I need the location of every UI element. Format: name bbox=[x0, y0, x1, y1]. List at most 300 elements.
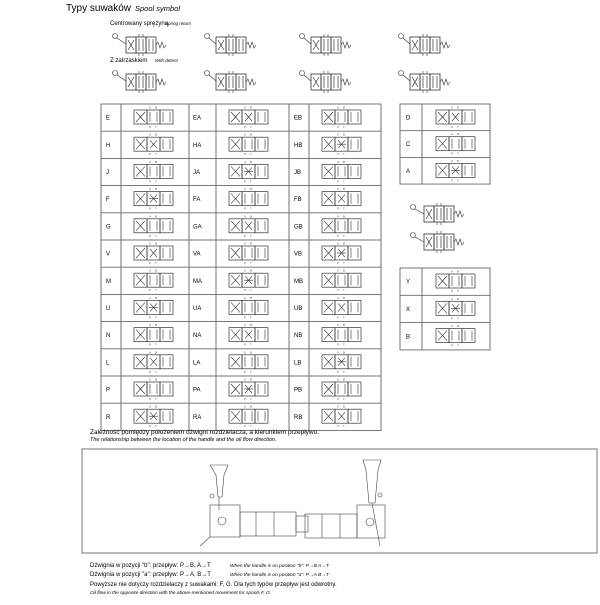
port-label: T bbox=[155, 233, 157, 238]
port-label: B bbox=[343, 350, 346, 355]
spool-code-X: X bbox=[406, 306, 411, 313]
spool-code-Y: Y bbox=[406, 279, 411, 286]
spring-label: Centrowany sprężyną bbox=[110, 21, 169, 27]
spool-symbol bbox=[229, 187, 268, 211]
spool-envelope bbox=[160, 300, 173, 314]
port-label: T bbox=[457, 316, 459, 321]
port-label: P bbox=[149, 342, 152, 347]
table-cell bbox=[189, 349, 289, 376]
port-label: A bbox=[337, 187, 340, 192]
spring-symbol-3 bbox=[300, 34, 352, 57]
port-label: T bbox=[457, 125, 459, 129]
port-label: A bbox=[244, 268, 247, 273]
cell-label-box bbox=[101, 213, 121, 240]
port-label: P bbox=[451, 125, 454, 129]
spool-code-EB: EB bbox=[294, 115, 303, 122]
port-label: T bbox=[155, 261, 157, 265]
port-label: B bbox=[343, 323, 346, 328]
table-cell bbox=[101, 349, 189, 376]
cell-label-box bbox=[400, 268, 422, 295]
spool-code-RB: RB bbox=[294, 414, 303, 421]
spool-symbol bbox=[134, 106, 173, 130]
port-label: P bbox=[337, 233, 340, 238]
port-label: A bbox=[337, 350, 340, 355]
port-label: B bbox=[343, 377, 346, 382]
cell-symbol-box bbox=[216, 158, 289, 185]
spool-symbol bbox=[134, 350, 173, 374]
port-label: A bbox=[337, 105, 340, 110]
port-label: B bbox=[155, 159, 158, 164]
page-title: Typy suwaków bbox=[66, 3, 132, 14]
table-cell bbox=[289, 403, 381, 430]
spool-envelope bbox=[147, 219, 160, 233]
spool-envelope bbox=[242, 300, 255, 314]
port-label: T bbox=[155, 179, 157, 184]
spool-code-U: U bbox=[106, 306, 111, 312]
port-label: B bbox=[343, 105, 346, 110]
table-cell bbox=[189, 240, 289, 267]
spool-envelope bbox=[147, 382, 160, 396]
spool-symbol bbox=[134, 378, 173, 402]
table-cell bbox=[189, 376, 289, 403]
cell-label-box bbox=[101, 131, 121, 158]
relation-heading-en: The relationship between the location of the handle and the oil flow direction. bbox=[90, 437, 277, 443]
spool-envelope bbox=[147, 110, 160, 124]
spool-envelope bbox=[462, 110, 475, 124]
spool-code-A: A bbox=[406, 168, 411, 175]
spool-code-MA: MA bbox=[193, 278, 202, 285]
cell-label-box bbox=[101, 376, 121, 403]
spool-envelope bbox=[147, 164, 160, 178]
port-label: B bbox=[250, 187, 253, 192]
port-label: A bbox=[451, 105, 454, 110]
port-label: A bbox=[451, 324, 454, 329]
port-label: B bbox=[250, 323, 253, 328]
spool-envelope bbox=[348, 110, 361, 124]
spool-table-side-1 bbox=[400, 104, 490, 184]
spool-envelope bbox=[160, 192, 173, 206]
port-label: B bbox=[343, 159, 346, 164]
spool-code-L: L bbox=[106, 360, 110, 367]
spool-code-VA: VA bbox=[193, 251, 201, 258]
spool-code-EA: EA bbox=[193, 115, 202, 122]
port-label: A bbox=[244, 404, 247, 409]
table-cell bbox=[189, 131, 289, 158]
spool-envelope bbox=[255, 355, 268, 369]
spool-envelope bbox=[335, 110, 348, 124]
table-cell bbox=[289, 294, 381, 321]
port-label: P bbox=[451, 178, 454, 183]
spool-code-PA: PA bbox=[193, 387, 201, 394]
spool-envelope bbox=[462, 329, 475, 343]
port-label: A bbox=[149, 214, 152, 219]
port-label: T bbox=[457, 289, 459, 293]
spool-code-UA: UA bbox=[193, 306, 202, 312]
spool-envelope bbox=[348, 382, 361, 396]
port-label: A bbox=[337, 295, 340, 300]
port-label: P bbox=[244, 288, 247, 293]
port-label: B bbox=[155, 241, 158, 246]
port-label: A bbox=[451, 158, 454, 163]
spool-envelope bbox=[160, 110, 173, 124]
port-label: B bbox=[250, 268, 253, 273]
spool-envelope bbox=[242, 246, 255, 260]
cell-label-box bbox=[101, 403, 121, 430]
spring-symbol-4 bbox=[399, 34, 451, 57]
spool-code-B: B bbox=[406, 334, 411, 341]
spool-symbol bbox=[322, 214, 361, 238]
port-label: A bbox=[244, 241, 247, 246]
spool-symbol bbox=[134, 242, 173, 266]
port-label: P bbox=[244, 397, 247, 401]
port-label: T bbox=[457, 151, 459, 156]
spool-code-GB: GB bbox=[294, 224, 303, 231]
port-label: T bbox=[250, 424, 252, 429]
spool-symbol bbox=[322, 405, 361, 429]
table-cell bbox=[189, 186, 289, 213]
port-label: A bbox=[149, 295, 152, 300]
spool-code-HA: HA bbox=[193, 142, 202, 149]
spool-code-JB: JB bbox=[294, 170, 302, 176]
table-cell bbox=[101, 104, 189, 131]
port-label: B bbox=[155, 295, 158, 300]
table-cell bbox=[289, 322, 381, 349]
spool-envelope bbox=[462, 301, 475, 315]
port-label: B bbox=[343, 132, 346, 137]
port-label: B bbox=[457, 158, 460, 163]
port-label: B bbox=[250, 377, 253, 382]
spool-code-C: C bbox=[406, 142, 411, 149]
spool-symbol bbox=[322, 133, 361, 157]
port-label: T bbox=[155, 315, 157, 320]
port-label: T bbox=[343, 342, 345, 347]
port-label: A bbox=[244, 350, 247, 355]
port-label: A bbox=[337, 377, 340, 382]
spool-envelope bbox=[255, 382, 268, 396]
cell-symbol-box bbox=[216, 213, 289, 240]
port-label: T bbox=[343, 288, 345, 293]
table-cell bbox=[101, 186, 189, 213]
port-label: A bbox=[337, 404, 340, 409]
spool-symbol bbox=[134, 269, 173, 293]
table-cell bbox=[400, 268, 490, 295]
port-label: B bbox=[457, 269, 460, 274]
spool-envelope bbox=[160, 164, 173, 178]
port-label: T bbox=[250, 206, 252, 211]
spool-envelope bbox=[348, 300, 361, 314]
port-label: B bbox=[250, 295, 253, 300]
port-label: T bbox=[457, 343, 459, 348]
port-label: A bbox=[337, 132, 340, 137]
port-label: P bbox=[451, 289, 454, 293]
table-cell bbox=[289, 158, 381, 185]
port-label: A bbox=[244, 377, 247, 382]
spool-symbol bbox=[436, 297, 475, 321]
relation-drawing-frame bbox=[82, 449, 597, 553]
spool-code-P: P bbox=[106, 387, 111, 394]
port-label: P bbox=[337, 288, 340, 293]
port-label: P bbox=[337, 424, 340, 429]
spool-symbol bbox=[322, 350, 361, 374]
spool-symbol bbox=[229, 350, 268, 374]
spool-code-VB: VB bbox=[294, 251, 303, 258]
spool-envelope bbox=[348, 246, 361, 260]
port-label: T bbox=[155, 125, 157, 129]
note-handle-a: Dźwignia w pozycji "a": przepływ: P→A, B→T bbox=[90, 572, 211, 578]
spool-envelope bbox=[160, 246, 173, 260]
port-label: T bbox=[343, 152, 345, 157]
port-label: P bbox=[337, 125, 340, 129]
cell-symbol-box bbox=[422, 131, 490, 158]
spool-symbol bbox=[229, 296, 268, 320]
port-label: T bbox=[457, 178, 459, 183]
port-label: A bbox=[149, 323, 152, 328]
port-label: P bbox=[337, 206, 340, 211]
spool-code-LA: LA bbox=[193, 360, 201, 367]
port-label: B bbox=[250, 404, 253, 409]
spool-table-side-2 bbox=[400, 268, 490, 350]
port-label: P bbox=[149, 424, 152, 429]
spool-envelope bbox=[255, 246, 268, 260]
spool-envelope bbox=[348, 137, 361, 151]
table-cell bbox=[101, 403, 189, 430]
spool-envelope bbox=[160, 273, 173, 287]
port-label: B bbox=[343, 214, 346, 219]
cell-symbol-box bbox=[216, 376, 289, 403]
port-label: B bbox=[155, 268, 158, 273]
spool-envelope bbox=[147, 273, 160, 287]
table-cell bbox=[400, 295, 490, 322]
valve-drawing-right bbox=[305, 460, 385, 546]
port-label: P bbox=[244, 125, 247, 129]
port-label: B bbox=[155, 214, 158, 219]
spool-code-E: E bbox=[106, 115, 111, 122]
table-cell bbox=[189, 104, 289, 131]
port-label: B bbox=[343, 295, 346, 300]
spool-envelope bbox=[335, 219, 348, 233]
spool-envelope bbox=[160, 409, 173, 423]
port-label: P bbox=[149, 179, 152, 184]
port-label: P bbox=[149, 233, 152, 238]
port-label: A bbox=[149, 159, 152, 164]
cell-label-box bbox=[101, 322, 121, 349]
port-label: A bbox=[149, 187, 152, 192]
spool-envelope bbox=[160, 355, 173, 369]
spool-symbol bbox=[322, 378, 361, 402]
spool-code-G: G bbox=[106, 224, 111, 231]
cell-label-box bbox=[101, 104, 121, 131]
cell-symbol-box bbox=[422, 323, 490, 350]
port-label: B bbox=[343, 187, 346, 192]
port-label: T bbox=[250, 288, 252, 293]
loose-spool-symbol-1 bbox=[411, 203, 465, 225]
relation-heading: Zależność pomiędzy położeniem dźwigni rozdzielacza, a kierunkiem przepływu. bbox=[90, 429, 320, 436]
port-label: P bbox=[244, 315, 247, 320]
spool-symbol bbox=[134, 133, 173, 157]
table-cell bbox=[101, 240, 189, 267]
spool-envelope bbox=[348, 409, 361, 423]
spool-symbol bbox=[134, 214, 173, 238]
port-label: P bbox=[337, 315, 340, 320]
spool-envelope bbox=[348, 328, 361, 342]
port-label: P bbox=[149, 315, 152, 320]
spool-symbol bbox=[436, 106, 475, 130]
spool-envelope bbox=[242, 137, 255, 151]
spool-symbol bbox=[229, 378, 268, 402]
port-label: P bbox=[451, 343, 454, 348]
note-handle-b: Dźwignia w pozycji "b": przepływ: P→B, A→T bbox=[90, 563, 211, 569]
table-cell bbox=[289, 131, 381, 158]
port-label: P bbox=[337, 397, 340, 401]
spool-symbol bbox=[229, 214, 268, 238]
port-label: T bbox=[343, 179, 345, 184]
spool-envelope bbox=[335, 273, 348, 287]
port-label: P bbox=[337, 152, 340, 157]
spool-table-main bbox=[101, 104, 381, 430]
table-cell bbox=[189, 213, 289, 240]
port-label: P bbox=[149, 397, 152, 401]
spool-symbol bbox=[229, 160, 268, 184]
port-label: A bbox=[337, 268, 340, 273]
cell-label-box bbox=[101, 186, 121, 213]
table-cell bbox=[289, 104, 381, 131]
spool-envelope bbox=[348, 355, 361, 369]
port-label: A bbox=[337, 159, 340, 164]
port-label: B bbox=[250, 214, 253, 219]
table-cell bbox=[289, 186, 381, 213]
port-label: T bbox=[343, 206, 345, 211]
port-label: P bbox=[244, 152, 247, 157]
port-label: P bbox=[337, 342, 340, 347]
spool-symbol bbox=[322, 160, 361, 184]
port-label: P bbox=[244, 424, 247, 429]
table-cell bbox=[400, 131, 490, 158]
cell-symbol-box bbox=[216, 104, 289, 131]
port-label: A bbox=[244, 159, 247, 164]
table-cell bbox=[289, 376, 381, 403]
port-label: A bbox=[149, 132, 152, 137]
port-label: P bbox=[244, 342, 247, 347]
port-label: P bbox=[149, 206, 152, 211]
spring-label-en: Spring return bbox=[165, 21, 192, 26]
spool-envelope bbox=[255, 137, 268, 151]
port-label: T bbox=[250, 369, 252, 374]
port-label: B bbox=[343, 268, 346, 273]
spool-code-J: J bbox=[106, 170, 109, 176]
detent-symbol-2 bbox=[205, 71, 257, 94]
port-label: T bbox=[343, 233, 345, 238]
spool-code-V: V bbox=[106, 251, 111, 258]
cell-label-box bbox=[400, 323, 422, 350]
port-label: T bbox=[250, 342, 252, 347]
cell-symbol-box bbox=[216, 267, 289, 294]
port-label: T bbox=[155, 397, 157, 401]
table-cell bbox=[101, 267, 189, 294]
table-cell bbox=[289, 349, 381, 376]
table-cell bbox=[101, 213, 189, 240]
spool-symbol bbox=[229, 269, 268, 293]
spool-symbol bbox=[229, 323, 268, 347]
port-label: T bbox=[343, 315, 345, 320]
table-cell bbox=[189, 322, 289, 349]
spool-symbol bbox=[134, 405, 173, 429]
port-label: P bbox=[451, 151, 454, 156]
spool-envelope bbox=[255, 409, 268, 423]
table-cell bbox=[289, 267, 381, 294]
port-label: A bbox=[149, 404, 152, 409]
port-label: P bbox=[244, 233, 247, 238]
port-label: A bbox=[244, 132, 247, 137]
valve-drawing-left bbox=[200, 465, 308, 546]
table-cell bbox=[189, 294, 289, 321]
note-exception-en: Oil flow in the opposite direction with the above-mentioned movement for spools F, G. bbox=[90, 591, 272, 596]
port-label: A bbox=[244, 295, 247, 300]
port-label: B bbox=[155, 377, 158, 382]
spool-symbol bbox=[322, 269, 361, 293]
table-cell bbox=[101, 131, 189, 158]
port-label: T bbox=[155, 342, 157, 347]
cell-symbol-box bbox=[216, 294, 289, 321]
port-label: P bbox=[149, 152, 152, 157]
cell-label-box bbox=[400, 131, 422, 158]
spool-symbol bbox=[229, 106, 268, 130]
port-label: B bbox=[155, 323, 158, 328]
spool-code-FB: FB bbox=[294, 197, 302, 204]
port-label: T bbox=[343, 369, 345, 374]
table-cell bbox=[101, 376, 189, 403]
spool-code-F: F bbox=[106, 197, 110, 204]
port-label: A bbox=[244, 214, 247, 219]
port-label: B bbox=[457, 296, 460, 301]
spool-envelope bbox=[449, 329, 462, 343]
table-cell bbox=[289, 213, 381, 240]
spool-envelope bbox=[449, 137, 462, 151]
table-cell bbox=[101, 158, 189, 185]
port-label: A bbox=[149, 350, 152, 355]
spool-symbol bbox=[436, 324, 475, 348]
port-label: T bbox=[250, 397, 252, 401]
spool-envelope bbox=[335, 328, 348, 342]
port-label: T bbox=[250, 233, 252, 238]
port-label: A bbox=[244, 323, 247, 328]
spring-symbol-1 bbox=[113, 34, 167, 57]
cell-label-box bbox=[400, 157, 422, 184]
spool-envelope bbox=[335, 382, 348, 396]
port-label: P bbox=[149, 261, 152, 265]
spool-symbol bbox=[322, 242, 361, 266]
detent-symbol-4 bbox=[399, 71, 451, 94]
port-label: P bbox=[244, 261, 247, 265]
spool-envelope bbox=[160, 219, 173, 233]
spool-symbol bbox=[134, 187, 173, 211]
spool-code-M: M bbox=[106, 278, 111, 285]
port-label: A bbox=[244, 187, 247, 192]
spool-envelope bbox=[348, 164, 361, 178]
port-label: T bbox=[250, 261, 252, 265]
spool-code-R: R bbox=[106, 414, 111, 421]
detent-symbol-3 bbox=[300, 71, 352, 94]
spool-code-NB: NB bbox=[294, 333, 303, 340]
port-label: T bbox=[155, 369, 157, 374]
port-label: P bbox=[451, 316, 454, 321]
table-side-2-frame bbox=[400, 268, 490, 350]
port-label: T bbox=[250, 179, 252, 184]
spool-envelope bbox=[242, 192, 255, 206]
port-label: T bbox=[250, 125, 252, 129]
port-label: T bbox=[343, 424, 345, 429]
spool-code-LB: LB bbox=[294, 360, 302, 367]
port-label: T bbox=[155, 424, 157, 429]
